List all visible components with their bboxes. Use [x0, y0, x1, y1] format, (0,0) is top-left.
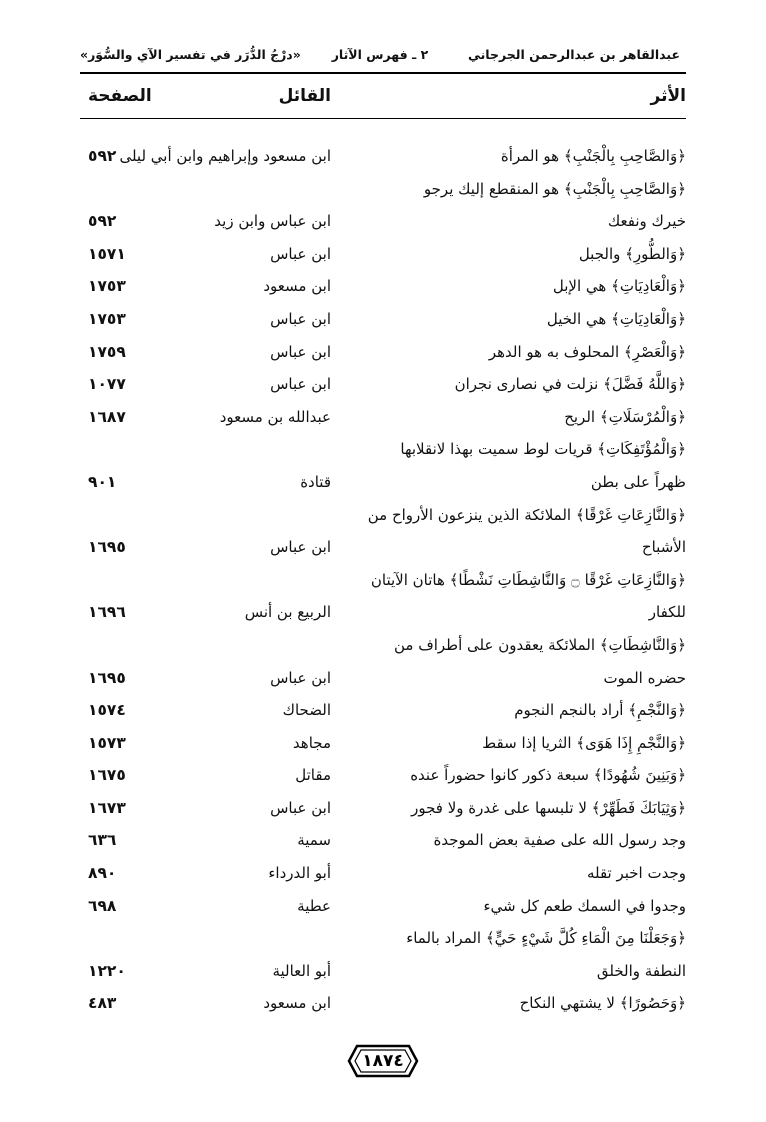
page-cell: ١٦٧٣	[88, 798, 126, 817]
qail-cell: سمية	[297, 831, 331, 850]
athar-cell: ﴿وَالنَّازِعَاتِ غَرْقًا ۝ وَالنَّاشِطَاتِ نَشْطًا﴾ هاتان الآيتان	[370, 570, 686, 589]
table-row	[80, 824, 686, 857]
athar-cell: وجدوا في السمك طعم كل شيء	[483, 896, 686, 915]
page-cell: ٦٣٦	[88, 831, 117, 850]
page-cell: ١٥٧٤	[88, 701, 126, 720]
qail-cell: ابن عباس	[270, 375, 331, 394]
table-row	[80, 238, 686, 271]
table-row	[80, 596, 686, 629]
table-row	[80, 792, 686, 825]
athar-cell: ﴿وَالنَّجْمِ إِذَا هَوَى﴾ الثريا إذا سقط	[482, 733, 686, 752]
qail-cell: ابن مسعود	[263, 277, 331, 296]
page-cell: ١٥٧١	[88, 244, 126, 263]
athar-cell: ﴿وَالْمُرْسَلَاتِ﴾ الريح	[564, 407, 686, 426]
athar-cell: للكفار	[648, 603, 686, 622]
qail-cell: قتادة	[300, 472, 331, 491]
table-row	[80, 303, 686, 336]
qail-cell: مجاهد	[292, 733, 331, 752]
page-cell: ١٥٧٣	[88, 733, 126, 752]
qail-cell: الربيع بن أنس	[244, 603, 331, 622]
qail-cell: ابن عباس وابن زيد	[214, 212, 331, 231]
qail-cell: ابن مسعود	[263, 994, 331, 1013]
athar-cell: ﴿وَالنَّازِعَاتِ غَرْقًا﴾ الملائكة الذين ينزعون الأرواح من	[367, 505, 686, 524]
table-row	[80, 401, 686, 434]
athar-cell: حضره الموت	[603, 668, 686, 687]
page-number-ornament	[347, 1044, 419, 1078]
athar-cell: ﴿وَالنَّاشِطَاتِ﴾ الملائكة يعقدون على أطراف من	[393, 635, 686, 654]
qail-cell: أبو العالية	[272, 961, 331, 980]
table-row	[80, 922, 686, 955]
page-cell: ١٦٩٦	[88, 603, 126, 622]
athar-cell: ﴿وَالصَّاحِبِ بِالْجَنْبِ﴾ هو المرأة	[500, 147, 686, 165]
qail-cell: ابن عباس	[270, 342, 331, 361]
page-cell: ١٦٩٥	[88, 538, 126, 557]
athar-cell: خيرك ونفعك	[607, 212, 686, 231]
athar-cell: الأشباح	[641, 538, 686, 557]
table-row	[80, 499, 686, 532]
athar-cell: ﴿وَالْعَصْرِ﴾ المحلوف به هو الدهر	[488, 342, 686, 361]
athar-cell: وجد رسول الله على صفية بعض الموجدة	[433, 831, 686, 850]
qail-cell: ابن عباس	[270, 538, 331, 557]
column-header-rule	[80, 118, 686, 119]
page-cell: ٥٩٢	[88, 147, 117, 165]
table-row	[80, 759, 686, 792]
page-number: ١٨٧٤	[362, 1051, 404, 1071]
page-cell: ١٦٩٥	[88, 668, 126, 687]
page-cell: ١٢٢٠	[88, 961, 126, 980]
page-cell: ٥٩٢	[88, 212, 117, 231]
qail-cell: ابن مسعود وإبراهيم وابن أبي ليلى	[119, 147, 331, 165]
table-row	[80, 890, 686, 923]
qail-cell: ابن عباس	[270, 309, 331, 328]
page-cell: ١٧٥٣	[88, 277, 126, 296]
page-cell: ٦٩٨	[88, 896, 117, 915]
column-header-page: الصفحة	[88, 86, 152, 106]
athar-cell: ﴿وَجَعَلْنَا مِنَ الْمَاءِ كُلَّ شَيْءٍ حَيٍّ﴾ المراد بالماء	[406, 929, 686, 948]
table-row	[80, 727, 686, 760]
table-row	[80, 955, 686, 988]
column-header-qail: القائل	[278, 86, 331, 106]
qail-cell: ابن عباس	[270, 798, 331, 817]
page-cell: ٤٨٣	[88, 994, 117, 1013]
athar-cell: ﴿وَحَصُورًا﴾ لا يشتهي النكاح	[519, 994, 686, 1013]
table-row	[80, 564, 686, 597]
page-cell: ١٧٥٩	[88, 342, 126, 361]
running-head-section: ٢ ـ فهرس الآثار	[331, 46, 429, 62]
qail-cell: الضحاك	[282, 701, 331, 720]
table-row	[80, 173, 686, 206]
page-cell: ١٦٧٥	[88, 766, 126, 785]
athar-cell: ﴿وَالْعَادِيَاتِ﴾ هي الإبل	[552, 277, 686, 296]
table-row	[80, 368, 686, 401]
table-row	[80, 433, 686, 466]
table-row	[80, 629, 686, 662]
table-row	[80, 336, 686, 369]
athar-cell: ظهراً على بطن	[590, 472, 686, 491]
athar-cell: النطفة والخلق	[596, 961, 686, 980]
athar-cell: ﴿وَالْمُؤْتَفِكَاتِ﴾ قريات لوط سميت بهذا لانقلابها	[400, 440, 686, 459]
qail-cell: عبدالله بن مسعود	[219, 407, 331, 426]
page-cell: ٨٩٠	[88, 864, 117, 883]
athar-cell: ﴿وَبَنِينَ شُهُودًا﴾ سبعة ذكور كانوا حضوراً عنده	[410, 766, 686, 785]
table-row	[80, 205, 686, 238]
athar-cell: وجدت اخبر تقله	[586, 864, 686, 883]
table-row	[80, 857, 686, 890]
table-row	[80, 987, 686, 1020]
table-row	[80, 140, 686, 173]
table-row	[80, 662, 686, 695]
column-header-athar: الأثر	[650, 86, 686, 106]
running-head	[80, 40, 680, 68]
header-rule	[80, 72, 686, 74]
athar-cell: ﴿وَالْعَادِيَاتِ﴾ هي الخيل	[546, 309, 686, 328]
athar-cell: ﴿وَثِيَابَكَ فَطَهِّرْ﴾ لا تلبسها على غدرة ولا فجور	[411, 798, 686, 817]
running-head-book-title: «درْجُ الدُّرَر في تفسير الآي والسُّوَر»	[80, 46, 301, 62]
index-table	[80, 140, 686, 1020]
athar-cell: ﴿وَاللَّهُ فَضَّلَ﴾ نزلت في نصارى نجران	[454, 375, 686, 394]
table-row	[80, 694, 686, 727]
qail-cell: مقاتل	[295, 766, 331, 785]
qail-cell: ابن عباس	[270, 244, 331, 263]
table-row	[80, 531, 686, 564]
table-row	[80, 270, 686, 303]
athar-cell: ﴿وَالنَّجْمِ﴾ أراد بالنجم النجوم	[514, 701, 686, 720]
qail-cell: أبو الدرداء	[268, 864, 331, 883]
qail-cell: عطية	[297, 896, 331, 915]
running-head-author: عبدالقاهر بن عبدالرحمن الجرجاني	[467, 46, 680, 62]
page-cell: ٩٠١	[88, 472, 117, 491]
athar-cell: ﴿وَالصَّاحِبِ بِالْجَنْبِ﴾ هو المنقطع إليك يرجو	[423, 179, 686, 198]
athar-cell: ﴿وَالطُّورِ﴾ والجبل	[578, 244, 686, 263]
table-row	[80, 466, 686, 499]
page-cell: ١٧٥٣	[88, 309, 126, 328]
page-cell: ١٦٨٧	[88, 407, 126, 426]
page-cell: ١٠٧٧	[88, 375, 126, 394]
qail-cell: ابن عباس	[270, 668, 331, 687]
